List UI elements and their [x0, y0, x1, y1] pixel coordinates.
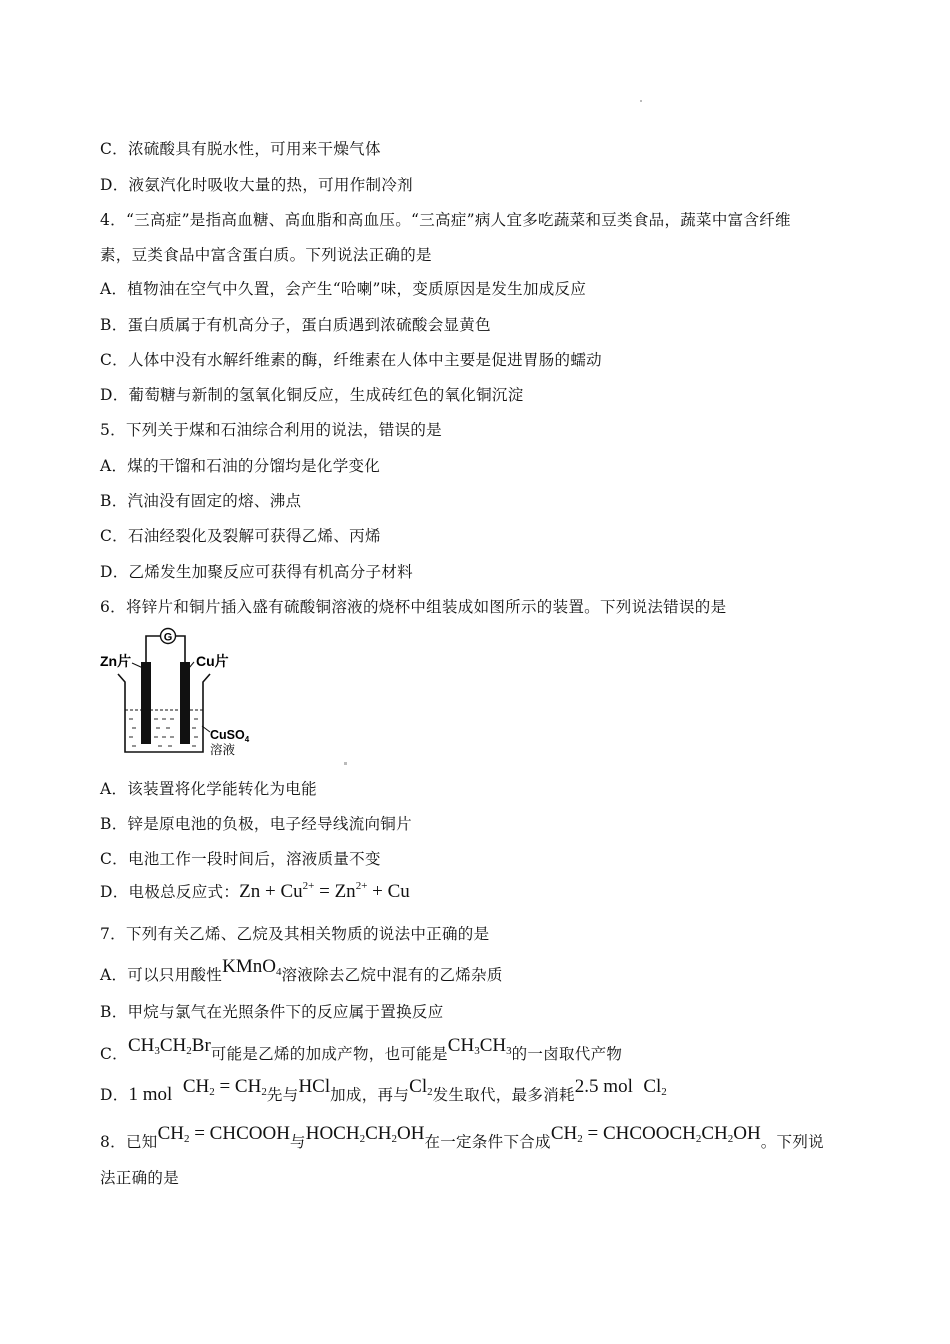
q8-stem-line1: 8．已知$CH_2$ = CHCOOH与$HOCH_2CH_2OH$在一定条件下合成$CH_2$ = $CHCOOCH_2CH_2OH$。下列说: [100, 1123, 824, 1151]
q3-option-d: D．液氨汽化时吸收大量的热，可用作制冷剂: [100, 176, 413, 194]
q7-option-a: A．可以只用酸性KMnO$_4$溶液除去乙烷中混有的乙烯杂质: [100, 956, 503, 984]
cu-label: Cu片: [196, 653, 229, 669]
cell-equation: $Zn + Cu^{2+} = Zn^{2+} + Cu$: [239, 880, 410, 902]
galvanometer-label: G: [163, 631, 173, 644]
galvanic-cell-diagram: [98, 622, 258, 762]
q5-option-c: C．石油经裂化及裂解可获得乙烯、丙烯: [100, 527, 381, 545]
solution-word: 溶液: [210, 742, 236, 757]
q8-stem-line2: 法正确的是: [100, 1169, 180, 1187]
q6-option-b: B．锌是原电池的负极，电子经导线流向铜片: [100, 815, 412, 833]
ethylene-formula: $CH_2 = CH_2$: [182, 1076, 267, 1098]
q4-option-a: A．植物油在空气中久置，会产生“哈喇”味，变质原因是发生加成反应: [100, 280, 587, 298]
q5-option-b: B．汽油没有固定的熔、沸点: [100, 492, 302, 510]
q5-stem: 5．下列关于煤和石油综合利用的说法，错误的是: [100, 421, 442, 439]
q5-option-a: A．煤的干馏和石油的分馏均是化学变化: [100, 457, 381, 475]
q6-option-d: D．电极总反应式：$Zn + Cu^{2+} = Zn^{2+} + Cu$: [100, 880, 410, 902]
q5-option-d: D．乙烯发生加聚反应可获得有机高分子材料: [100, 563, 413, 581]
q7-stem: 7．下列有关乙烯、乙烷及其相关物质的说法中正确的是: [100, 925, 490, 943]
scan-speck: [640, 100, 642, 102]
zn-label: Zn片: [100, 653, 132, 669]
bromoethane-formula: $CH_3CH_2Br$: [127, 1035, 211, 1057]
solution-label: CuSO$_4$: [210, 728, 250, 744]
q7-option-c: C．$CH_3CH_2Br$可能是乙烯的加成产物，也可能是$CH_3CH_3$的一卤取代产物: [100, 1035, 623, 1063]
q4-option-d: D．葡萄糖与新制的氢氧化铜反应，生成砖红色的氧化铜沉淀: [100, 386, 524, 404]
q6-stem: 6．将锌片和铜片插入盛有硫酸铜溶液的烧杯中组装成如图所示的装置。下列说法错误的是: [100, 598, 727, 616]
q7-option-d: D．1 mol $CH_2 = CH_2$先与HCl加成，再与$Cl_2$发生取代，最多消耗2.5 mol $Cl_2$: [100, 1076, 667, 1105]
kmno4-formula: KMnO$_4$: [222, 956, 282, 978]
q7-option-b: B．甲烷与氯气在光照条件下的反应属于置换反应: [100, 1003, 444, 1021]
ethane-formula: $CH_3CH_3$: [447, 1035, 512, 1057]
scan-speck: [344, 762, 347, 765]
q4-stem-line2: 素，豆类食品中富含蛋白质。下列说法正确的是: [100, 246, 432, 264]
copper-electrode: [180, 662, 190, 744]
zinc-electrode: [141, 662, 151, 744]
q4-option-b: B．蛋白质属于有机高分子，蛋白质遇到浓硫酸会显黄色: [100, 316, 491, 334]
q6-option-a: A．该装置将化学能转化为电能: [100, 780, 317, 798]
q4-option-c: C．人体中没有水解纤维素的酶，纤维素在人体中主要是促进胃肠的蠕动: [100, 351, 602, 369]
beaker: [118, 674, 210, 752]
q6-option-c: C．电池工作一段时间后，溶液质量不变: [100, 850, 381, 868]
q3-option-c: C．浓硫酸具有脱水性，可用来干燥气体: [100, 140, 381, 158]
q4-stem-line1: 4．“三高症”是指高血糖、高血脂和高血压。“三高症”病人宜多吃蔬菜和豆类食品，蔬菜中富含纤维: [100, 211, 791, 229]
